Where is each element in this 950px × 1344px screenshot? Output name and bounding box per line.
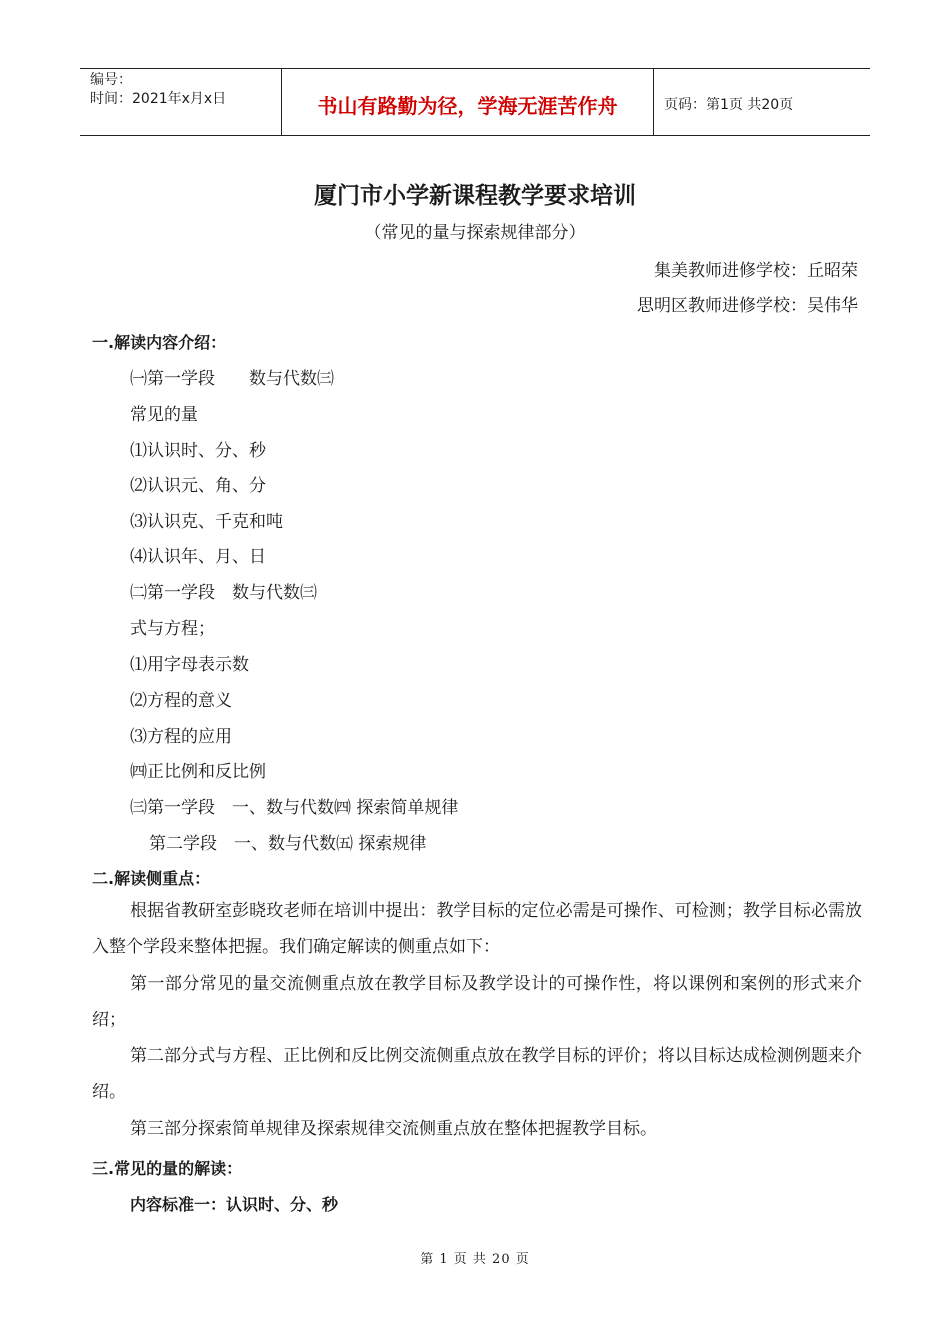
header-number-label: 编号： <box>90 72 132 88</box>
header-time-label: 时间：2021年x月x日 <box>90 91 227 107</box>
content-line: ⑴用字母表示数 <box>130 655 249 675</box>
content-line: ㈢第一学段 一、数与代数㈣ 探索简单规律 <box>130 798 459 818</box>
section-heading: 一.解读内容介绍： <box>92 333 227 352</box>
header-meta <box>80 69 282 135</box>
document-subtitle: （常见的量与探索规律部分） <box>364 223 586 243</box>
content-line: ㈡第一学段 数与代数㈢ <box>130 583 317 603</box>
content-line: ㈠第一学段 数与代数㈢ <box>130 369 334 389</box>
document-header <box>80 68 870 136</box>
page-footer: 第 1 页 共 20 页 <box>420 1252 530 1267</box>
content-line: 第二学段 一、数与代数㈤ 探索规律 <box>149 834 427 854</box>
author-line: 集美教师进修学校：丘昭荣 <box>654 261 858 281</box>
content-standard: 内容标准一：认识时、分、秒 <box>130 1195 339 1214</box>
content-line: ⑴认识时、分、秒 <box>130 441 266 461</box>
body-paragraph: 第三部分探索简单规律及探索规律交流侧重点放在整体把握教学目标。 <box>130 1119 657 1139</box>
content-line: 式与方程； <box>130 619 215 639</box>
section-heading: 二.解读侧重点： <box>92 869 211 888</box>
header-motto: 书山有路勤为径，学海无涯苦作舟 <box>282 69 654 135</box>
document-title: 厦门市小学新课程教学要求培训 <box>314 183 636 209</box>
body-paragraph: 第一部分常见的量交流侧重点放在教学目标及教学设计的可操作性，将以课例和案例的形式来介绍； <box>92 974 862 1030</box>
content-line: ⑶方程的应用 <box>130 727 232 747</box>
body-paragraph: 第二部分式与方程、正比例和反比例交流侧重点放在教学目标的评价；将以目标达成检测例题来介绍。 <box>92 1046 862 1102</box>
header-page-info: 页码：第1页 共20页 <box>664 97 794 113</box>
body-paragraph: 根据省教研室彭晓玫老师在培训中提出：教学目标的定位必需是可操作、可检测；教学目标必需放入整个学段来整体把握。我们确定解读的侧重点如下： <box>92 901 862 957</box>
content-line: ⑵方程的意义 <box>130 691 232 711</box>
content-line: ⑶认识克、千克和吨 <box>130 512 283 532</box>
section-heading: 三.常见的量的解读： <box>92 1159 243 1178</box>
content-line: ⑵认识元、角、分 <box>130 476 266 496</box>
content-line: ⑷认识年、月、日 <box>130 547 266 567</box>
content-line: ㈣正比例和反比例 <box>130 762 266 782</box>
content-line: 常见的量 <box>130 405 198 425</box>
author-line: 思明区教师进修学校：吴伟华 <box>637 296 858 316</box>
